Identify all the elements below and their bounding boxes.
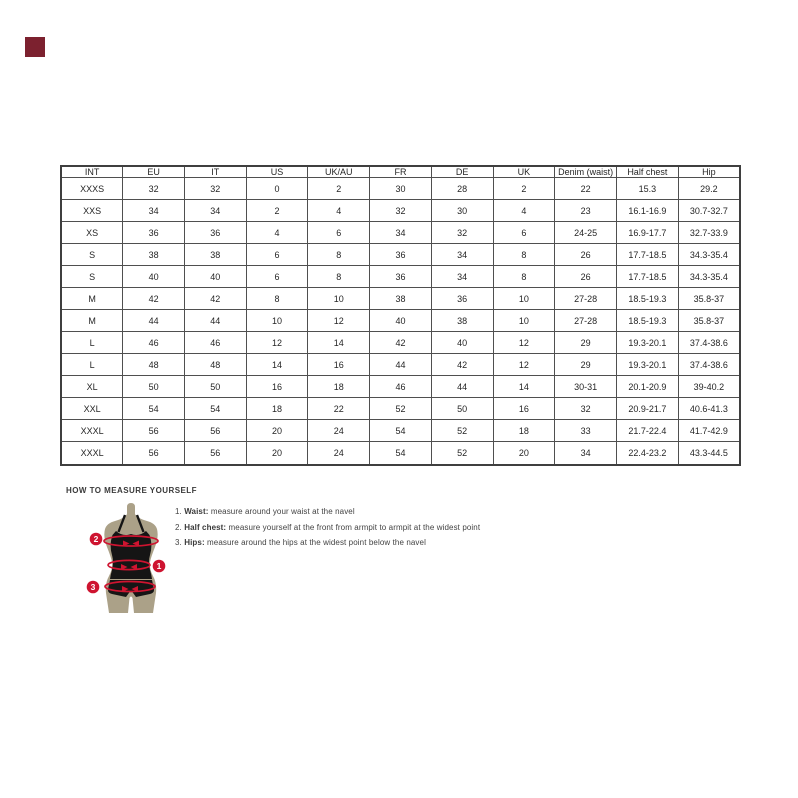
size-cell: L	[61, 332, 123, 354]
section-title: HOW TO MEASURE YOURSELF	[66, 486, 197, 495]
size-cell: 34	[431, 266, 493, 288]
size-cell: 23	[555, 200, 617, 222]
badge-waist-number: 1	[156, 561, 162, 571]
size-cell: 36	[123, 222, 185, 244]
size-cell: 46	[184, 332, 246, 354]
size-cell: 50	[431, 398, 493, 420]
size-row	[61, 332, 740, 354]
size-cell: 8	[493, 244, 555, 266]
size-row	[61, 288, 740, 310]
size-cell: XXL	[61, 398, 123, 420]
size-cell: XXXL	[61, 420, 123, 442]
size-cell: 50	[123, 376, 185, 398]
size-cell: 34	[184, 200, 246, 222]
size-cell: 10	[246, 310, 308, 332]
size-cell: M	[61, 310, 123, 332]
size-row	[61, 178, 740, 200]
size-cell: 8	[246, 288, 308, 310]
size-cell: 38	[370, 288, 432, 310]
size-cell: L	[61, 354, 123, 376]
size-row	[61, 244, 740, 266]
size-cell: 34.3-35.4	[678, 266, 740, 288]
size-row	[61, 442, 740, 465]
size-cell: 30	[370, 178, 432, 200]
column-header: Half chest	[616, 166, 678, 178]
size-cell: 20	[493, 442, 555, 465]
size-cell: 32	[184, 178, 246, 200]
size-cell: 52	[431, 442, 493, 465]
column-header: UK/AU	[308, 166, 370, 178]
size-cell: 32.7-33.9	[678, 222, 740, 244]
size-cell: 44	[123, 310, 185, 332]
size-cell: 30.7-32.7	[678, 200, 740, 222]
size-cell: S	[61, 266, 123, 288]
size-cell: 6	[308, 222, 370, 244]
size-cell: 36	[431, 288, 493, 310]
size-cell: 2	[246, 200, 308, 222]
size-cell: 30-31	[555, 376, 617, 398]
size-cell: 56	[123, 420, 185, 442]
size-cell: 38	[431, 310, 493, 332]
size-cell: 20	[246, 420, 308, 442]
size-table-body	[61, 178, 740, 466]
size-cell: 37.4-38.6	[678, 332, 740, 354]
size-cell: 56	[123, 442, 185, 465]
size-cell: 32	[555, 398, 617, 420]
size-cell: 36	[184, 222, 246, 244]
size-cell: 52	[431, 420, 493, 442]
size-cell: M	[61, 288, 123, 310]
column-header: DE	[431, 166, 493, 178]
size-cell: 18	[246, 398, 308, 420]
size-cell: 34	[123, 200, 185, 222]
size-row	[61, 310, 740, 332]
size-cell: 34	[370, 222, 432, 244]
size-cell: 52	[370, 398, 432, 420]
size-cell: 19.3-20.1	[616, 354, 678, 376]
size-cell: 8	[308, 266, 370, 288]
size-cell: 44	[184, 310, 246, 332]
size-cell: 26	[555, 266, 617, 288]
size-cell: 14	[246, 354, 308, 376]
size-table-header-row	[61, 166, 740, 178]
size-cell: 35.8-37	[678, 310, 740, 332]
size-cell: 19.3-20.1	[616, 332, 678, 354]
size-cell: 4	[493, 200, 555, 222]
column-header: FR	[370, 166, 432, 178]
size-cell: 32	[370, 200, 432, 222]
column-header: IT	[184, 166, 246, 178]
size-cell: 42	[184, 288, 246, 310]
size-cell: 20.1-20.9	[616, 376, 678, 398]
size-cell: 56	[184, 442, 246, 465]
size-cell: 6	[246, 266, 308, 288]
size-cell: 36	[370, 244, 432, 266]
size-row	[61, 376, 740, 398]
size-cell: 14	[493, 376, 555, 398]
size-cell: 16.9-17.7	[616, 222, 678, 244]
size-cell: 8	[308, 244, 370, 266]
size-cell: 48	[184, 354, 246, 376]
column-header: US	[246, 166, 308, 178]
size-cell: 34.3-35.4	[678, 244, 740, 266]
size-cell: 12	[308, 310, 370, 332]
size-cell: 12	[246, 332, 308, 354]
column-header: UK	[493, 166, 555, 178]
size-cell: 12	[493, 332, 555, 354]
size-cell: 43.3-44.5	[678, 442, 740, 465]
size-cell: 17.7-18.5	[616, 266, 678, 288]
measure-steps	[175, 507, 480, 554]
size-cell: 44	[431, 376, 493, 398]
size-cell: 40	[431, 332, 493, 354]
size-cell: 32	[431, 222, 493, 244]
size-cell: 42	[370, 332, 432, 354]
size-cell: 18.5-19.3	[616, 310, 678, 332]
size-cell: 46	[370, 376, 432, 398]
size-cell: XS	[61, 222, 123, 244]
column-header: EU	[123, 166, 185, 178]
column-header: INT	[61, 166, 123, 178]
measure-step: 3. Hips: measure around the hips at the widest point below the navel	[175, 538, 426, 547]
size-cell: 18.5-19.3	[616, 288, 678, 310]
size-cell: 8	[493, 266, 555, 288]
size-cell: 10	[308, 288, 370, 310]
size-cell: 27-28	[555, 310, 617, 332]
size-cell: 26	[555, 244, 617, 266]
size-cell: 20	[246, 442, 308, 465]
size-cell: 22.4-23.2	[616, 442, 678, 465]
size-cell: 54	[370, 442, 432, 465]
size-cell: 2	[493, 178, 555, 200]
size-cell: 0	[246, 178, 308, 200]
size-cell: 38	[123, 244, 185, 266]
size-cell: XXXS	[61, 178, 123, 200]
size-cell: 27-28	[555, 288, 617, 310]
size-cell: 40	[123, 266, 185, 288]
size-cell: 29	[555, 332, 617, 354]
size-cell: 54	[184, 398, 246, 420]
size-cell: 54	[123, 398, 185, 420]
size-cell: 46	[123, 332, 185, 354]
size-cell: 29.2	[678, 178, 740, 200]
size-cell: 22	[308, 398, 370, 420]
size-row	[61, 200, 740, 222]
size-cell: 50	[184, 376, 246, 398]
measure-step: 1. Waist: measure around your waist at the navel	[175, 507, 355, 516]
measure-step: 2. Half chest: measure yourself at the front from armpit to armpit at the widest point	[175, 522, 481, 532]
size-cell: 40.6-41.3	[678, 398, 740, 420]
size-row	[61, 420, 740, 442]
measurement-figure	[81, 500, 181, 618]
size-cell: 56	[184, 420, 246, 442]
size-row	[61, 354, 740, 376]
size-cell: 34	[431, 244, 493, 266]
size-cell: 29	[555, 354, 617, 376]
size-cell: 30	[431, 200, 493, 222]
size-cell: 42	[123, 288, 185, 310]
size-cell: 41.7-42.9	[678, 420, 740, 442]
size-cell: 18	[308, 376, 370, 398]
size-cell: 20.9-21.7	[616, 398, 678, 420]
size-row	[61, 222, 740, 244]
size-cell: 10	[493, 310, 555, 332]
size-cell: 44	[370, 354, 432, 376]
size-cell: 24	[308, 442, 370, 465]
size-cell: 12	[493, 354, 555, 376]
column-header: Hip	[678, 166, 740, 178]
size-cell: 39-40.2	[678, 376, 740, 398]
brand-mark	[25, 37, 45, 57]
size-cell: 24	[308, 420, 370, 442]
badge-chest-number: 2	[93, 534, 99, 544]
size-chart-table	[60, 165, 741, 466]
size-cell: 2	[308, 178, 370, 200]
size-cell: 15.3	[616, 178, 678, 200]
camisole	[110, 531, 152, 579]
badge-hips-number: 3	[90, 582, 96, 592]
size-row	[61, 266, 740, 288]
size-cell: 16	[493, 398, 555, 420]
size-cell: 4	[308, 200, 370, 222]
size-cell: XXS	[61, 200, 123, 222]
size-cell: 16.1-16.9	[616, 200, 678, 222]
size-row	[61, 398, 740, 420]
size-cell: 33	[555, 420, 617, 442]
size-cell: XXXL	[61, 442, 123, 465]
size-cell: 16	[246, 376, 308, 398]
size-cell: S	[61, 244, 123, 266]
size-cell: 22	[555, 178, 617, 200]
size-cell: 6	[246, 244, 308, 266]
size-cell: 54	[370, 420, 432, 442]
size-cell: 32	[123, 178, 185, 200]
size-cell: 6	[493, 222, 555, 244]
column-header: Denim (waist)	[555, 166, 617, 178]
size-cell: 35.8-37	[678, 288, 740, 310]
size-cell: 18	[493, 420, 555, 442]
size-cell: 21.7-22.4	[616, 420, 678, 442]
size-cell: 37.4-38.6	[678, 354, 740, 376]
size-cell: 48	[123, 354, 185, 376]
size-table-header	[61, 166, 740, 178]
size-cell: 40	[370, 310, 432, 332]
size-cell: 34	[555, 442, 617, 465]
size-cell: 10	[493, 288, 555, 310]
size-cell: 42	[431, 354, 493, 376]
size-cell: 40	[184, 266, 246, 288]
size-cell: XL	[61, 376, 123, 398]
size-cell: 38	[184, 244, 246, 266]
size-cell: 28	[431, 178, 493, 200]
size-cell: 4	[246, 222, 308, 244]
size-cell: 24-25	[555, 222, 617, 244]
size-cell: 17.7-18.5	[616, 244, 678, 266]
size-cell: 16	[308, 354, 370, 376]
size-cell: 14	[308, 332, 370, 354]
size-cell: 36	[370, 266, 432, 288]
